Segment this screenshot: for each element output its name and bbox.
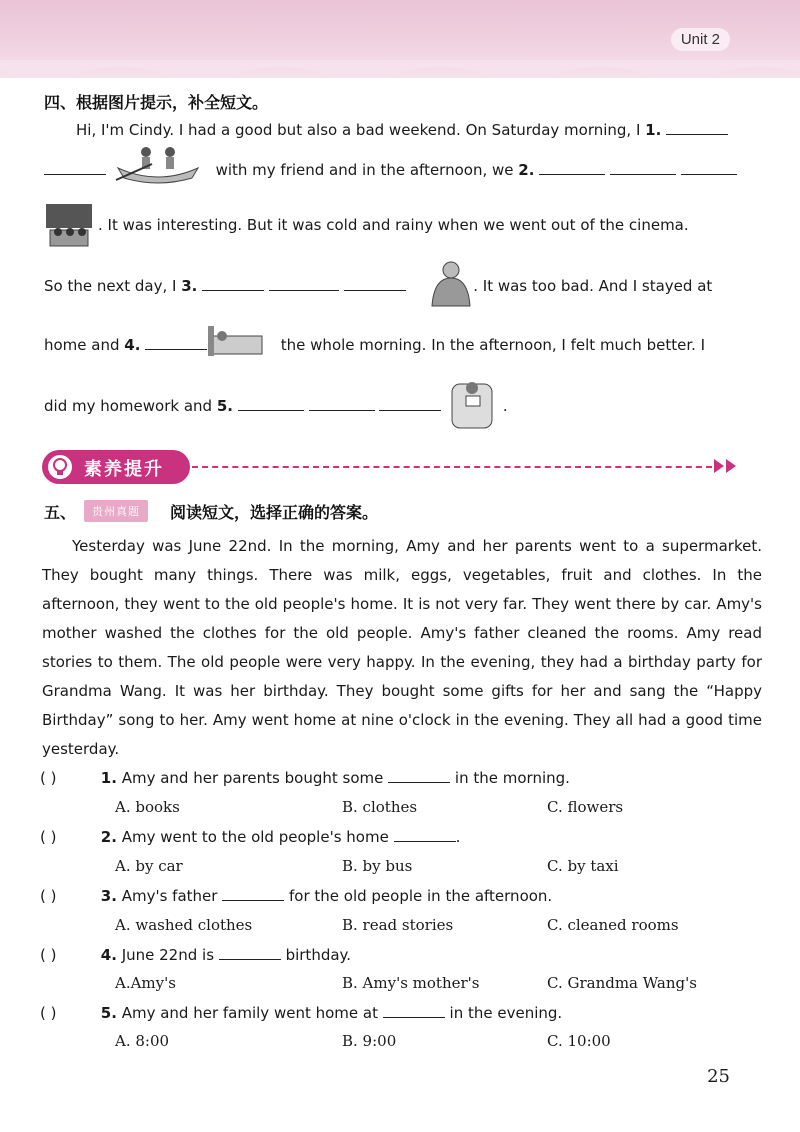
option-b[interactable]: B. clothes [342,798,418,816]
question-4 [40,945,351,964]
question-text: Amy went to the old people's home [121,828,389,846]
cinema-picture [44,202,94,248]
answer-paren-1[interactable]: ( ) [40,769,57,787]
question-blank [394,827,456,842]
s4-text-4b: . It was too bad. And I stayed at [473,277,713,295]
answer-blank-3a[interactable] [202,276,264,291]
answer-blank-4[interactable] [145,335,207,350]
option-a[interactable]: A. 8:00 [115,1032,170,1050]
blank-number-3: 3. [181,277,198,295]
s4-line-3: . It was interesting. But it was cold and rainy when we went out of the cinema. [98,216,689,234]
s4-text-5a: home and [44,336,120,354]
option-c[interactable]: C. flowers [547,798,624,816]
blank-number-4: 4. [124,336,141,354]
answer-paren-3[interactable]: ( ) [40,887,57,905]
sleeping-in-bed-picture [206,320,266,360]
header-wave [0,60,800,90]
question-3 [40,886,552,905]
blank-number-2: 2. [518,161,535,179]
option-a[interactable]: A. washed clothes [115,916,253,934]
question-number: 2. [100,828,117,846]
option-c[interactable]: C. 10:00 [547,1032,611,1050]
s4-line-1 [76,120,728,139]
answer-paren-5[interactable]: ( ) [40,1004,57,1022]
answer-blank-2a[interactable] [539,160,605,175]
question-blank [219,945,281,960]
section-5-prefix: 五、 [44,503,77,522]
question-5 [40,1003,562,1022]
answer-blank-3c[interactable] [344,276,406,291]
s4-line-4 [44,276,712,295]
option-c[interactable]: C. by taxi [547,857,619,875]
question-text: in the evening. [449,1004,563,1022]
answer-blank-3b[interactable] [269,276,339,291]
reading-passage [42,532,762,764]
sick-girl-picture [424,258,478,308]
banner-title: 素养提升 [84,459,164,480]
question-text: Amy and her parents bought some [121,769,384,787]
question-text: Amy and her family went home at [121,1004,378,1022]
source-tag: 贵州真题 [84,500,148,522]
question-number: 1. [100,769,117,787]
blank-number-1: 1. [645,121,662,139]
question-blank [388,768,450,783]
option-a[interactable]: A.Amy's [115,974,176,992]
answer-paren-4[interactable]: ( ) [40,946,57,964]
section-5-title: 阅读短文，选择正确的答案。 [170,503,379,522]
blank-number-5: 5. [216,397,233,415]
option-a[interactable]: A. books [115,798,180,816]
answer-blank-1b[interactable] [44,160,106,175]
section-4-title: 四、根据图片提示，补全短文。 [44,93,269,112]
option-b[interactable]: B. Amy's mother's [342,974,480,992]
answer-blank-5c[interactable] [379,396,441,411]
lightbulb-icon [46,453,74,481]
question-2 [40,827,460,846]
unit-label: Unit 2 [671,28,730,51]
s4-line-6 [44,396,508,415]
answer-blank-5b[interactable] [309,396,375,411]
s4-text-6a: did my homework and [44,397,213,415]
question-text: for the old people in the afternoon. [288,887,553,905]
option-b[interactable]: B. 9:00 [342,1032,397,1050]
s4-text-4a: So the next day, I [44,277,177,295]
answer-blank-1a[interactable] [666,120,728,135]
answer-blank-2b[interactable] [610,160,676,175]
question-text: Amy's father [121,887,218,905]
option-b[interactable]: B. read stories [342,916,454,934]
s4-text-2: with my friend and in the afternoon, we [215,161,514,179]
double-arrow-icon [712,457,742,475]
banner-dashed-divider [192,466,712,468]
answer-blank-5a[interactable] [238,396,304,411]
reading-in-armchair-picture [446,374,500,432]
question-text: birthday. [285,946,352,964]
answer-paren-2[interactable]: ( ) [40,828,57,846]
question-text: June 22nd is [121,946,215,964]
page-number: 25 [707,1066,730,1087]
question-number: 4. [100,946,117,964]
option-c[interactable]: C. cleaned rooms [547,916,679,934]
s4-text-6b: . [502,397,508,415]
question-number: 5. [100,1004,117,1022]
literacy-banner [42,450,190,484]
question-text: . [455,828,461,846]
option-b[interactable]: B. by bus [342,857,413,875]
question-number: 3. [100,887,117,905]
s4-text-5b: the whole morning. In the afternoon, I felt much better. I [280,336,706,354]
question-text: in the morning. [454,769,570,787]
answer-blank-2c[interactable] [681,160,737,175]
s4-text-1: Hi, I'm Cindy. I had a good but also a bad weekend. On Saturday morning, I [76,121,641,139]
question-blank [222,886,284,901]
s4-line-5 [44,335,705,354]
option-a[interactable]: A. by car [115,857,183,875]
question-1 [40,768,570,787]
passage-text: Yesterday was June 22nd. In the morning, Amy and her parents went to a supermarket. They bought many things. There was milk, eggs, vegetables, fruit and clothes. In the afternoon, they went to the old people's home. It is not very far. They went there by car. Amy's mother washed the clothes for the old people. Amy's father cleaned the rooms. Amy read stories to them. The old people were very happy. In the evening, they had a birthday party for Grandma Wang. It was her birthday. They bought some gifts for her and sang the “Happy Birthday” song to her. Amy went home at nine o'clock in the evening. They all had a good time yesterday. [42,537,762,758]
question-blank [383,1003,445,1018]
rowing-boat-picture [112,140,204,186]
option-c[interactable]: C. Grandma Wang's [547,974,697,992]
